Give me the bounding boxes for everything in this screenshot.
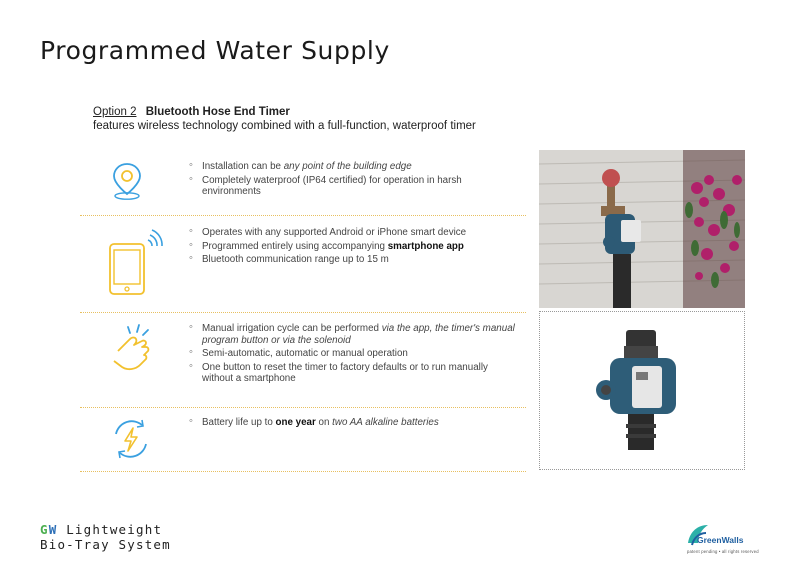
list-item: ◦ Installation can be any point of the building edge xyxy=(188,161,518,173)
feature-list xyxy=(188,417,518,431)
feature-row-bluetooth xyxy=(80,216,526,313)
brand-line-1: GW Lightweight xyxy=(40,522,163,537)
list-item: ◦ Semi-automatic, automatic or manual operation xyxy=(188,348,518,360)
list-item: ◦ Completely waterproof (IP64 certified) for operation in harsh environments xyxy=(188,175,518,198)
list-item: ◦ Programmed entirely using accompanying smartphone app xyxy=(188,241,518,253)
feature-list xyxy=(188,161,518,200)
list-item: ◦ Battery life up to one year on two AA alkaline batteries xyxy=(188,417,518,429)
logo-tagline: patent pending • all rights reserved xyxy=(687,549,759,554)
brand-line-2: Bio-Tray System xyxy=(40,537,171,552)
logo-name: GreenWalls xyxy=(697,535,744,545)
timer-product-photo xyxy=(539,311,745,470)
list-item: ◦ Manual irrigation cycle can be performed via the app, the timer's manual program button or via the solenoid xyxy=(188,323,518,346)
row-divider xyxy=(80,471,526,472)
option-name: Bluetooth Hose End Timer xyxy=(145,106,290,118)
battery-energy-cycle-icon xyxy=(108,416,154,462)
installed-timer-photo xyxy=(539,150,745,308)
location-pin-icon xyxy=(106,160,148,202)
feature-row-manual xyxy=(80,313,526,408)
list-item: ◦ One button to reset the timer to factory defaults or to run manually without a smartphone xyxy=(188,362,518,385)
feature-list xyxy=(188,227,518,268)
feature-list xyxy=(188,323,518,387)
list-item: ◦ Operates with any supported Android or iPhone smart device xyxy=(188,227,518,239)
option-label: Option 2 xyxy=(93,106,137,118)
smartphone-bluetooth-icon xyxy=(104,226,164,298)
brand-footer xyxy=(40,522,171,552)
feature-row-installation xyxy=(80,150,526,216)
option-tagline: features wireless technology combined with a full-function, waterproof timer xyxy=(93,120,476,132)
page-title: Programmed Water Supply xyxy=(40,36,390,65)
finger-snap-icon xyxy=(108,321,158,377)
list-item: ◦ Bluetooth communication range up to 15 m xyxy=(188,254,518,266)
feature-row-battery xyxy=(80,408,526,472)
option-heading xyxy=(93,106,290,118)
